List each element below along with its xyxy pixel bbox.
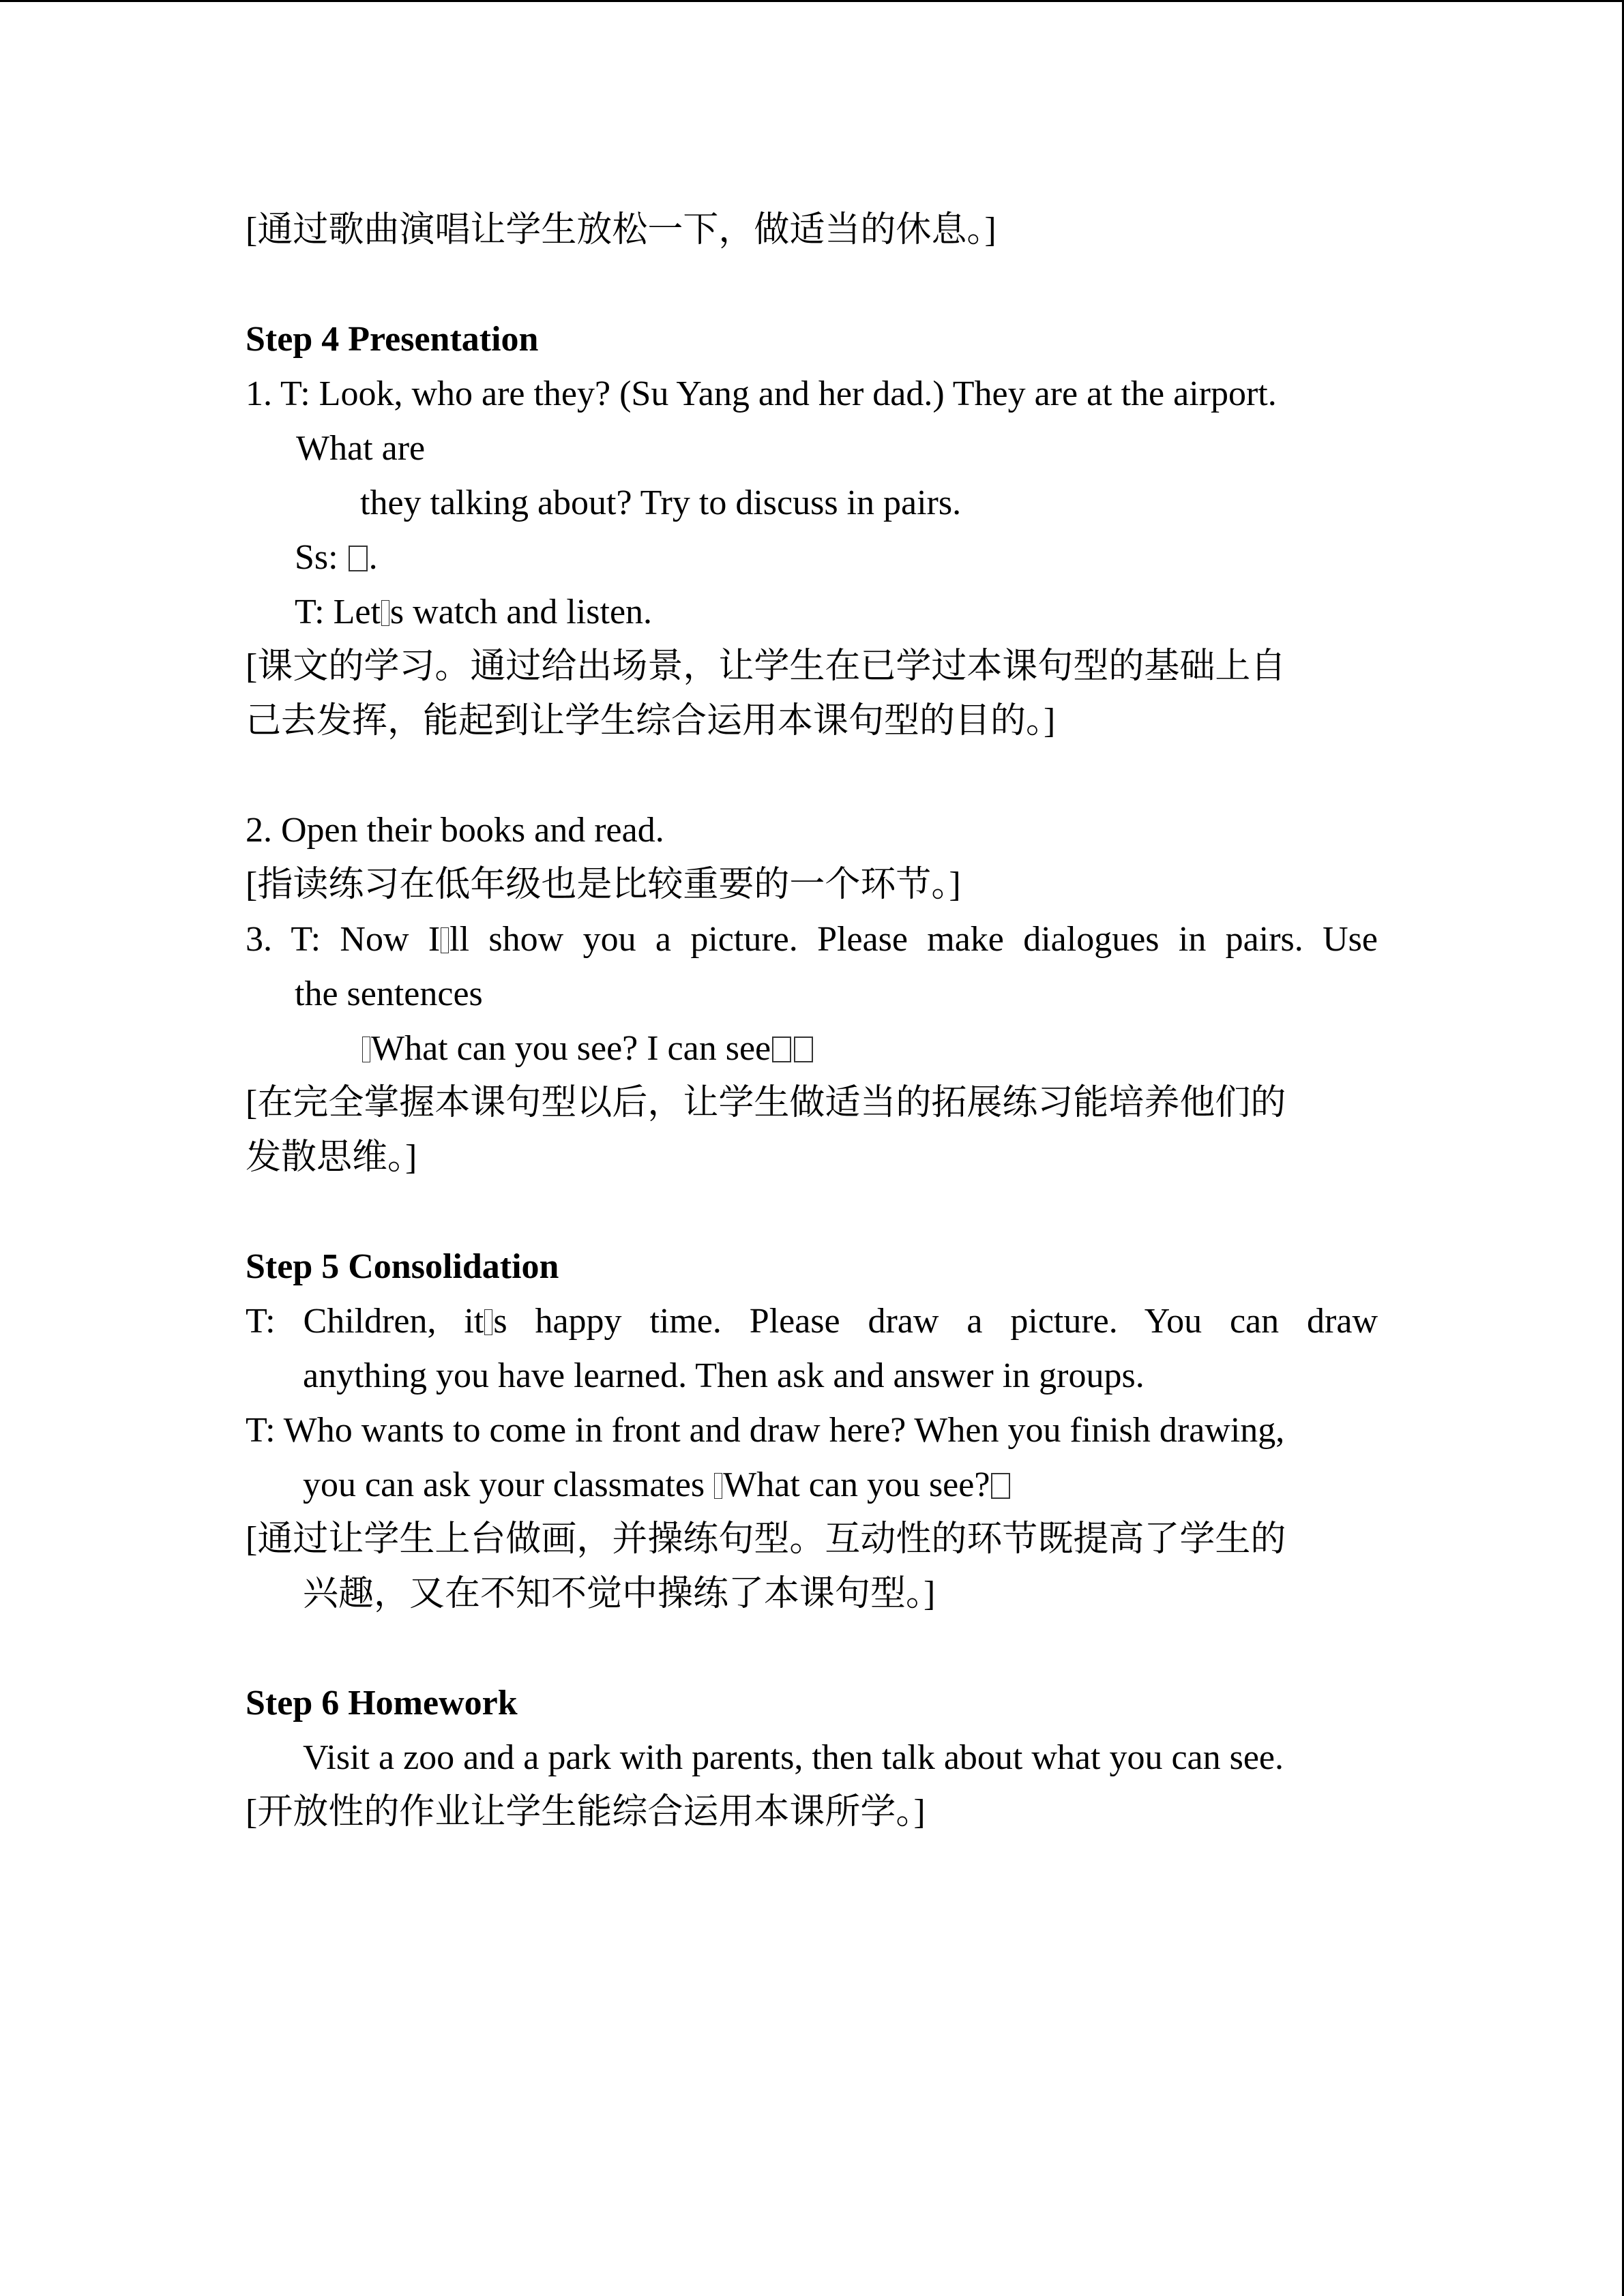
item3-part2: ll show you a picture. Please make dialogues in pairs. Use [449,920,1378,959]
step4-item2: 2. Open their books and read. [246,811,664,850]
lets-part1: T: Let [295,593,381,631]
item3-part1: 3. T: Now I [246,920,441,959]
s5-ask-part1: you can ask your classmates [303,1465,714,1504]
step5-item2-line1: T: Who wants to come in front and draw here? When you finish drawing, [246,1411,1285,1450]
note-homework: [开放性的作业让学生能综合运用本课所学。] [246,1793,926,1832]
step4-item3-line3 [361,1022,814,1076]
ss-end: . [368,538,378,577]
missing-glyph-icon [381,600,389,626]
step5-item1-line1 [246,1294,1378,1349]
note-draw-line2: 兴趣，又在不知不觉中操练了本课句型。] [303,1575,936,1613]
step4-item3-line2: the sentences [295,974,483,1013]
step5-item1-line2: anything you have learned. Then ask and answer in groups. [303,1356,1145,1395]
step4-item1-line1: 1. T: Look, who are they? (Su Yang and her dad.) They are at the airport. [246,374,1277,413]
ss-label: Ss: [295,538,347,577]
step6-heading: Step 6 Homework [246,1684,518,1723]
note-text-line2: 己去发挥，能起到让学生综合运用本课句型的目的。] [246,702,1056,741]
missing-glyph-icon [484,1309,492,1335]
missing-glyph-icon [772,1037,791,1062]
step4-heading: Step 4 Presentation [246,320,539,359]
note-ext-line2: 发散思维。] [246,1138,417,1177]
missing-glyph-icon [362,1037,370,1062]
missing-glyph-icon [991,1473,1010,1499]
step4-lets-line [295,585,652,640]
step5-item2-line2 [303,1458,1012,1512]
note-song: [通过歌曲演唱让学生放松一下，做适当的休息。] [246,211,996,250]
step6-item: Visit a zoo and a park with parents, then talk about what you can see. [303,1738,1284,1777]
missing-glyph-icon [349,546,368,571]
note-text-line1: [课文的学习。通过给出场景，让学生在已学过本课句型的基础上自 [246,647,1286,686]
step4-item1-line3: they talking about? Try to discuss in pairs. [360,483,962,522]
note-read: [指读练习在低年级也是比较重要的一个环节。] [246,865,961,904]
missing-glyph-icon [714,1473,722,1499]
step4-ss-line [295,531,378,585]
step4-item3-line1 [246,912,1378,967]
missing-glyph-icon [441,927,449,953]
item3-sentence: What can you see? I can see [371,1029,771,1068]
note-ext-line1: [在完全掌握本课句型以后，让学生做适当的拓展练习能培养他们的 [246,1084,1286,1122]
missing-glyph-icon [794,1037,813,1062]
lets-part2: s watch and listen. [389,593,653,631]
s5-part2: s happy time. Please draw a picture. You can draw [493,1302,1378,1341]
s5-ask-part2: What can you see? [723,1465,990,1504]
s5-part1: T: Children, it [246,1302,484,1341]
step4-item1-line2: What are [296,429,426,468]
note-draw-line1: [通过让学生上台做画，并操练句型。互动性的环节既提高了学生的 [246,1520,1286,1559]
step5-heading: Step 5 Consolidation [246,1247,559,1286]
